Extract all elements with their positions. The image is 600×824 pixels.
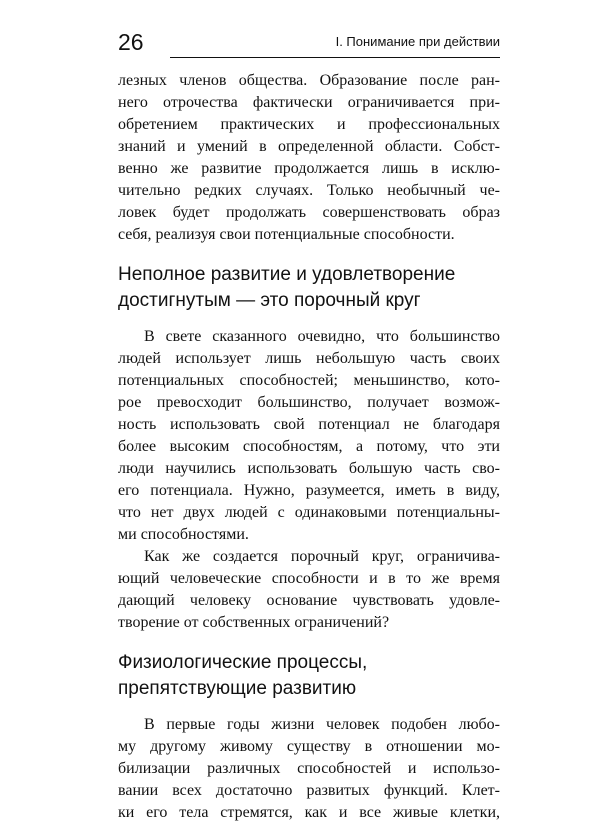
- text-line: творение от собственных ограничений?: [118, 614, 390, 631]
- text-line: ловек будет продолжать совершенствовать образ: [118, 204, 500, 221]
- text-line: билизации различных способностей и использо-: [118, 760, 500, 777]
- text-line: его потенциала. Нужно, разумеется, иметь в виду,: [118, 482, 500, 499]
- text-line: ки его тела стремятся, как и все живые клетки,: [118, 804, 500, 821]
- text-line: венно же развитие продолжается лишь в исклю-: [118, 160, 500, 177]
- text-line: знаний и умений в определенной области. Собст-: [118, 138, 500, 155]
- paragraph: [118, 546, 500, 634]
- text-line: В свете сказанного очевидно, что большинство: [144, 328, 500, 345]
- paragraph: [118, 714, 500, 824]
- heading-line: Неполное развитие и удовлетворение: [118, 264, 456, 285]
- heading-line: препятствующие развитию: [118, 678, 357, 699]
- text-line: лезных членов общества. Образование после ран-: [118, 72, 500, 89]
- page-header: [118, 24, 500, 60]
- text-line: обретением практических и профессиональных: [118, 116, 500, 133]
- text-line: Как же создается порочный круг, ограничива-: [144, 548, 500, 565]
- text-line: что нет двух людей с одинаковыми потенциальны-: [118, 504, 500, 521]
- text-line: В первые годы жизни человек подобен любо-: [144, 716, 500, 733]
- section-heading: [118, 262, 500, 314]
- page-number: 26: [118, 29, 144, 55]
- text-line: дающий человеку основание чувствовать удовле-: [118, 592, 500, 609]
- header-rule: [170, 57, 500, 58]
- heading-line: достигнутым — это порочный круг: [118, 290, 421, 311]
- running-head: I. Понимание при действии: [335, 34, 500, 49]
- text-line: ющий человеческие способности и в то же время: [118, 570, 500, 587]
- text-line: ми способностями.: [118, 526, 249, 543]
- text-line: чительно редких случаях. Только необычный че-: [118, 182, 500, 199]
- text-line: рое превосходит большинство, получает возмож-: [118, 394, 500, 411]
- text-line: ность использовать свой потенциал не благодаря: [118, 416, 500, 433]
- text-line: него отрочества фактически ограничивается при-: [118, 94, 500, 111]
- paragraph: [118, 326, 500, 546]
- page-body: [118, 70, 500, 824]
- heading-line: Физиологические процессы,: [118, 652, 368, 673]
- text-line: людей использует лишь небольшую часть своих: [118, 350, 500, 367]
- opening-paragraph: [118, 70, 500, 246]
- text-line: потенциальных способностей; меньшинство, кото-: [118, 372, 500, 389]
- text-line: себя, реализуя свои потенциальные способности.: [118, 226, 455, 243]
- text-line: вании всех достаточно развитых функций. Клет-: [118, 782, 500, 799]
- section-heading: [118, 650, 500, 702]
- text-line: му другому живому существу в отношении мо-: [118, 738, 500, 755]
- text-line: более высоким способностям, а потому, что эти: [118, 438, 500, 455]
- text-line: люди научились использовать большую часть сво-: [118, 460, 500, 477]
